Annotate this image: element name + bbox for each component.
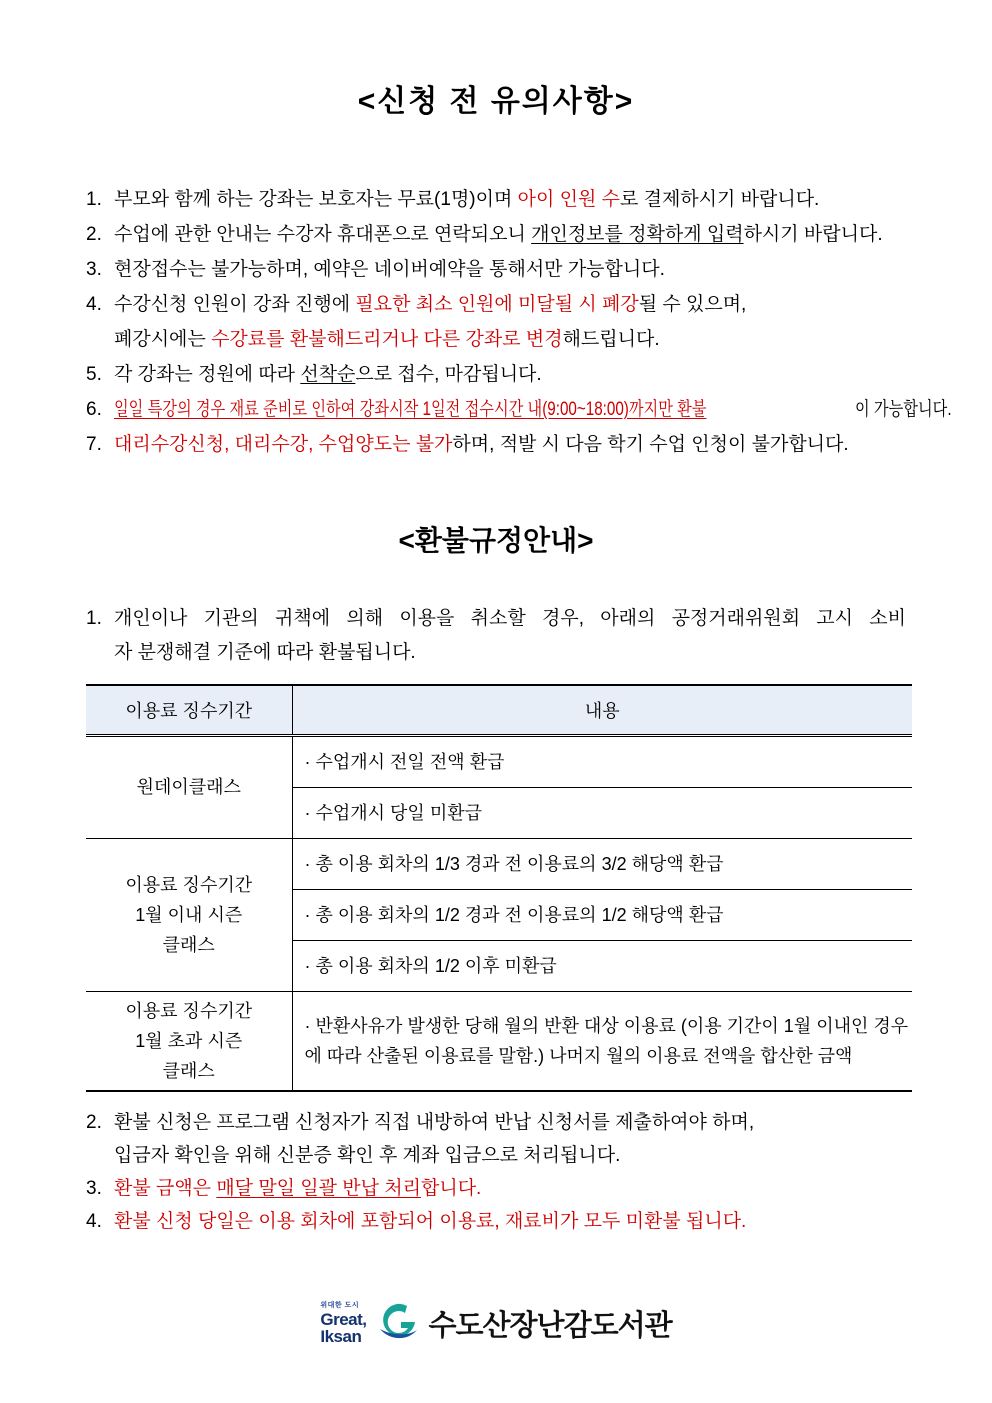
list-item-line (114, 217, 906, 252)
text-segment: 부모와 함께 하는 강좌는 보호자는 무료(1명)이며 (114, 189, 518, 210)
category-line: 이용료 징수기간 (125, 1000, 253, 1021)
list-item-line (114, 1205, 906, 1238)
iksan-wordmark (320, 1302, 366, 1345)
category-line: 이용료 징수기간 (125, 874, 253, 895)
list-item-line (114, 1106, 906, 1139)
table-header-content: 내용 (292, 685, 912, 736)
library-name: 수도산장난감도서관 (428, 1309, 672, 1342)
text-segment: 개인정보를 정확하게 입력 (531, 224, 744, 245)
list-item-line (114, 392, 952, 427)
refund-intro-line-1: 개인이나 기관의 귀책에 의해 이용을 취소할 경우, 아래의 공정거래위원회 고시 소비 (114, 607, 906, 629)
text-segment: 수업에 관한 안내는 수강자 휴대폰으로 연락되오니 (114, 224, 532, 245)
table-header-row (86, 685, 912, 736)
text-segment: 필요한 최소 인원에 미달될 시 폐강 (355, 294, 639, 315)
category-line: 1월 이내 시즌 (135, 904, 243, 925)
list-item (86, 1172, 906, 1205)
list-item-number: 4. (86, 294, 102, 315)
list-item-body (114, 252, 906, 287)
text-segment: 환불 신청 당일은 이용 회차에 포함되어 이용료, 재료비가 모두 미환불 됩니다. (114, 1210, 747, 1232)
list-item-number: 3. (86, 259, 102, 280)
list-item (86, 1205, 906, 1238)
list-item-number: 1. (86, 189, 102, 210)
refund-policy-table (86, 684, 912, 1092)
text-segment: 일일 특강의 경우 재료 준비로 인하여 강좌시작 1일전 접수시간 내(9:00~18:00)까지만 환불 (114, 399, 707, 420)
table-cell-category (86, 991, 292, 1091)
category-line: 클래스 (162, 934, 215, 955)
refund-section-title: <환불규정안내> (398, 525, 594, 556)
list-item-number: 2. (86, 224, 102, 245)
text-segment: 해드립니다. (562, 329, 660, 350)
text-segment: 수강신청 인원이 강좌 진행에 (114, 294, 356, 315)
footer-logo (0, 1301, 992, 1345)
list-item-line (114, 252, 906, 287)
text-segment: 선착순 (300, 364, 356, 385)
list-item-body (114, 1106, 906, 1172)
table-cell-category (86, 838, 292, 991)
refund-intro-line-2: 자 분쟁해결 기준에 따라 환불됩니다. (114, 641, 416, 663)
list-item (86, 252, 906, 287)
text-segment: 아이 인원 수 (517, 189, 620, 210)
category-line: 1월 초과 시즌 (135, 1030, 243, 1051)
text-segment: 현장접수는 불가능하며, 예약은 네이버예약을 통해서만 가능합니다. (114, 259, 665, 280)
text-segment: 이 가능합니다. (854, 399, 952, 420)
text-segment: 매달 말일 일괄 반납 처리 (216, 1177, 421, 1199)
iksan-g-mark-icon (376, 1301, 420, 1345)
list-item-line (114, 357, 906, 392)
table-cell-description: · 총 이용 회차의 1/2 이후 미환급 (292, 940, 912, 991)
text-segment: 수강료를 환불해드리거나 다른 강좌로 변경 (211, 329, 563, 350)
text-segment: 환불 금액은 (114, 1177, 217, 1199)
text-segment: 로 결제하시기 바랍니다. (619, 189, 820, 210)
list-item-line (114, 427, 906, 462)
list-item-number: 5. (86, 364, 102, 385)
text-segment: 각 강좌는 정원에 따라 (114, 364, 301, 385)
list-item-line (114, 182, 906, 217)
table-cell-description: · 수업개시 전일 전액 환급 (292, 735, 912, 787)
list-item (86, 392, 952, 427)
refund-intro-body (114, 602, 906, 670)
text-segment: 될 수 있으며, (638, 294, 747, 315)
logo-tagline: 위대한 도시 (320, 1301, 360, 1309)
spacer (86, 120, 906, 182)
list-item-line (114, 322, 906, 357)
list-item-line (114, 287, 906, 322)
table-body (86, 735, 912, 1091)
logo-brand-line-2: Iksan (320, 1326, 362, 1346)
refund-intro (86, 602, 906, 670)
table-cell-description: · 반환사유가 발생한 당해 월의 반환 대상 이용료 (이용 기간이 1월 이내인 경우에 따라 산출된 이용료를 말함.) 나머지 월의 이용료 전액을 합산한 금액 (292, 991, 912, 1091)
notice-section-title: <신청 전 유의사항> (357, 85, 635, 118)
list-item (86, 357, 906, 392)
refund-notes-list (86, 1106, 906, 1238)
list-item-number: 6. (86, 399, 102, 420)
spacer (86, 462, 906, 524)
list-item-line (114, 1172, 906, 1205)
table-cell-description: · 총 이용 회차의 1/3 경과 전 이용료의 3/2 해당액 환급 (292, 838, 912, 889)
list-item (86, 182, 906, 217)
table-row (86, 735, 912, 787)
text-segment: 하시기 바랍니다. (743, 224, 883, 245)
category-line: 클래스 (162, 1060, 215, 1081)
list-item (86, 427, 906, 462)
list-item-body (114, 1205, 906, 1238)
table-header-period: 이용료 징수기간 (86, 685, 292, 736)
table-cell-description: · 총 이용 회차의 1/2 경과 전 이용료의 1/2 해당액 환급 (292, 889, 912, 940)
list-item-number: 4. (86, 1210, 102, 1232)
table-cell-description: · 수업개시 당일 미환급 (292, 787, 912, 838)
table-row (86, 991, 912, 1091)
table-row (86, 838, 912, 889)
list-item-body (114, 287, 906, 357)
list-item-body (114, 357, 906, 392)
text-segment: 합니다. (420, 1177, 482, 1199)
list-item-body (114, 1172, 906, 1205)
text-segment: 하며, 적발 시 다음 학기 수업 인청이 불가합니다. (452, 434, 849, 455)
category-line: 원데이클래스 (136, 777, 241, 798)
list-item (86, 287, 906, 357)
list-item-line (114, 1139, 906, 1172)
text-segment: 폐강시에는 (114, 329, 212, 350)
text-segment: 환불 신청은 프로그램 신청자가 직접 내방하여 반납 신청서를 제출하여야 하며, (114, 1111, 755, 1133)
list-item-body (114, 182, 906, 217)
logo-group (320, 1301, 671, 1345)
logo-brand-line-1: Great, (320, 1309, 367, 1329)
table-cell-category (86, 735, 292, 838)
list-item (86, 217, 906, 252)
list-item (86, 1106, 906, 1172)
refund-intro-number: 1. (86, 607, 102, 629)
text-segment: 입금자 확인을 위해 신분증 확인 후 계좌 입금으로 처리됩니다. (114, 1144, 621, 1166)
list-item-body (114, 217, 906, 252)
notice-list (86, 182, 952, 462)
list-item-number: 7. (86, 434, 102, 455)
list-item-number: 2. (86, 1111, 102, 1133)
text-segment: 으로 접수, 마감됩니다. (355, 364, 542, 385)
text-segment: 대리수강신청, 대리수강, 수업양도는 불가 (114, 434, 453, 455)
list-item-body (114, 392, 952, 427)
spacer (86, 558, 906, 602)
list-item-number: 3. (86, 1177, 102, 1199)
list-item-body (114, 427, 906, 462)
